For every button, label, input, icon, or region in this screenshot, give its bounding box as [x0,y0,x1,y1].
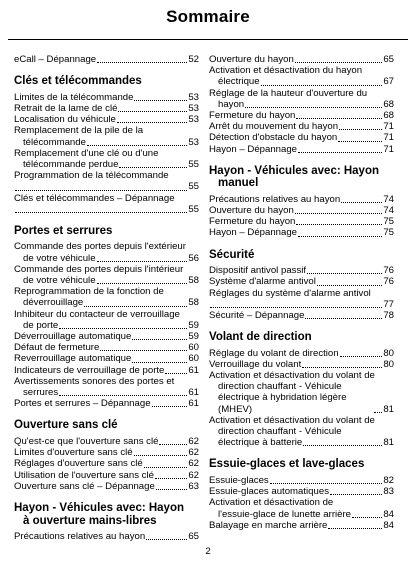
toc-entry-title: Avertissements sonores des portes et [14,375,175,387]
toc-entry-row [209,475,394,486]
toc-entry-title: Retrait de la lame de clé [14,102,118,114]
toc-page-number: 60 [188,353,199,365]
dot-leader [339,129,382,130]
toc-entry-title: Limites de la télécommande [14,91,134,103]
toc-entry-title: Clés et télécommandes – Dépannage [14,192,175,204]
dot-leader [295,213,383,214]
dot-leader [132,339,187,340]
dot-leader [87,145,187,146]
toc-entry-row [209,227,394,238]
toc-entry-title: Réglage du volant de direction [209,347,339,359]
toc-entry-row [14,531,199,542]
toc-entry[interactable] [209,132,394,143]
toc-entry-title-cont: de votre véhicule [23,252,96,264]
toc-page-number: 59 [188,331,199,343]
section-heading [209,458,394,471]
toc-entry-title: Indicateurs de verrouillage de porte [14,364,165,376]
toc-left-column [14,54,199,542]
dot-leader [295,62,383,63]
toc-entry-row [209,110,394,121]
toc-entry-row [209,205,394,216]
toc-entry[interactable] [14,92,199,103]
dot-leader [59,395,187,396]
toc-entry[interactable] [14,531,199,542]
toc-entry-row [209,121,394,132]
toc-page-number: 63 [188,480,199,492]
toc-entry-title: Fermeture du hayon [209,216,296,228]
toc-entry[interactable] [209,121,394,132]
toc-entry-title: Essuie-glaces [209,474,269,486]
toc-page-number: 62 [188,469,199,481]
toc-entry-row [209,520,394,531]
toc-page-number: 78 [383,309,394,321]
toc-entry-title: Activation et désactivation du volant de [209,414,375,426]
toc-page-number: 71 [383,121,394,133]
toc-entry-title-cont: direction chauffant - Véhicule [218,426,342,438]
dot-leader [338,141,382,142]
toc-entry-title: Précautions relatives au hayon [209,193,341,205]
toc-page-number: 59 [188,319,199,331]
dot-leader [159,444,187,445]
toc-page-number: 75 [383,227,394,239]
toc-page-number: 76 [383,276,394,288]
toc-entry[interactable] [14,458,199,469]
toc-entry[interactable] [209,415,394,449]
toc-entry[interactable] [209,520,394,531]
toc-entry-title: Activation et désactivation du volant de [209,370,375,382]
toc-page-number: 61 [188,398,199,410]
dot-leader [15,212,187,213]
dot-leader [317,285,382,286]
dot-leader [374,412,382,413]
toc-page-number: 68 [383,98,394,110]
toc-page-number: 81 [383,437,394,449]
toc-entry-row [14,447,199,458]
dot-leader [132,362,187,363]
toc-entry-title: Programmation de la télécommande [14,170,169,182]
toc-page-number: 75 [383,216,394,228]
toc-entry[interactable] [14,331,199,342]
toc-page-number: 80 [383,347,394,359]
toc-entry-title: Inhibiteur du contacteur de verrouillage [14,308,180,320]
toc-entry[interactable] [209,370,394,415]
section-heading-text: Hayon - Véhicules avec: Hayon [209,164,380,177]
dot-leader [352,517,382,518]
toc-entry-row [14,470,199,481]
toc-entry[interactable] [14,54,199,65]
toc-entry-title: Limites d'ouverture sans clé [14,447,133,459]
toc-entry-title-cont: l'essuie-glace de lunette arrière [218,508,352,520]
toc-entry[interactable] [209,205,394,216]
toc-entry[interactable] [209,88,394,110]
dot-leader [118,111,187,112]
dot-leader [270,483,383,484]
section-heading [209,331,394,344]
toc-entry[interactable] [14,365,199,376]
toc-entry-row [14,365,199,376]
toc-entry[interactable] [209,227,394,238]
toc-entry-title: Reverrouillage automatique [14,353,132,365]
toc-entry[interactable] [209,348,394,359]
toc-entry-row [14,275,199,286]
toc-page-number: 61 [188,364,199,376]
dot-leader [261,85,383,86]
toc-page-number: 55 [188,181,199,193]
toc-entry-title-cont: électrique [218,76,260,88]
toc-page-number: 60 [188,342,199,354]
toc-page-number: 74 [383,193,394,205]
toc-page-number: 58 [188,275,199,287]
toc-entry-row [14,342,199,353]
section-heading-text: Essuie-glaces et lave-glaces [209,458,365,471]
dot-leader [165,373,187,374]
toc-entry-row [14,253,199,264]
section-heading-text: Sécurité [209,248,255,261]
toc-page-number: 53 [188,102,199,114]
dot-leader [340,356,383,357]
toc-entry-row [14,204,199,215]
dot-leader [97,283,188,284]
toc-entry-title: Réglage de la hauteur d'ouverture du [209,87,368,99]
page-number: 2 [205,546,211,557]
toc-page-number: 84 [383,508,394,520]
toc-right-column [209,54,394,531]
toc-entry-title: Ouverture du hayon [209,205,294,217]
toc-entry-title: Qu'est-ce que l'ouverture sans clé [14,435,159,447]
dot-leader [146,539,187,540]
dot-leader [245,107,382,108]
toc-entry-row [209,486,394,497]
toc-entry[interactable] [14,103,199,114]
dot-leader [307,273,382,274]
toc-entry-title: Déverrouillage automatique [14,331,132,343]
toc-page-number: 55 [188,158,199,170]
toc-entry[interactable] [209,65,394,87]
section-heading [14,419,199,432]
toc-page-number: 76 [383,265,394,277]
toc-entry-row [209,437,394,448]
dot-leader [97,62,187,63]
toc-entry-row [209,216,394,227]
toc-entry-title-cont: hayon [218,98,245,110]
dot-leader [296,224,382,225]
toc-entry-row [209,132,394,143]
toc-entry[interactable] [209,288,394,310]
dot-leader [100,350,187,351]
toc-entry-title: Commande des portes depuis l'extérieur [14,241,186,253]
toc-entry[interactable] [14,125,199,147]
toc-entry-row [14,159,199,170]
section-heading [209,249,394,262]
dot-leader [117,122,187,123]
toc-entry[interactable] [14,193,199,215]
section-heading [209,165,394,190]
toc-entry[interactable] [209,359,394,370]
toc-entry-row [14,114,199,125]
toc-page-number: 65 [383,54,394,65]
toc-entry-title: Localisation du véhicule [14,114,116,126]
toc-entry-title: Essuie-glaces automatiques [209,486,329,498]
toc-entry-title: Remplacement d'une clé ou d'une [14,147,159,159]
toc-entry-row [209,265,394,276]
dot-leader [298,152,382,153]
toc-page-number: 65 [188,531,199,542]
toc-page-number: 77 [383,298,394,310]
toc-page-number: 82 [383,474,394,486]
dot-leader [302,367,382,368]
toc-entry[interactable] [209,310,394,321]
toc-entry[interactable] [14,447,199,458]
toc-entry-row [14,92,199,103]
toc-entry[interactable] [209,194,394,205]
toc-page-number: 84 [383,519,394,531]
dot-leader [156,489,188,490]
dot-leader [119,167,187,168]
toc-entry-row [14,458,199,469]
toc-page-number: 67 [383,76,394,88]
toc-entry-row [209,76,394,87]
toc-entry[interactable] [14,342,199,353]
toc-page-number: 71 [383,143,394,155]
toc-entry[interactable] [14,148,199,170]
toc-entry-row [209,144,394,155]
toc-entry[interactable] [14,286,199,308]
dot-leader [330,494,382,495]
toc-entry[interactable] [209,144,394,155]
toc-entry[interactable] [209,497,394,519]
toc-entry-row [14,181,199,192]
toc-entry-row [14,398,199,409]
dot-leader [210,307,382,308]
toc-entry-title-cont: de porte [23,319,59,331]
toc-entry-row [209,392,394,414]
section-heading [14,225,199,238]
toc-entry[interactable] [14,481,199,492]
toc-entry-row [209,54,394,65]
toc-entry-title: Ouverture sans clé – Dépannage [14,480,155,492]
section-heading-text: Portes et serrures [14,224,113,237]
toc-entry-row [14,436,199,447]
toc-entry[interactable] [14,241,199,263]
toc-entry-title: Reprogrammation de la fonction de [14,286,164,298]
dot-leader [59,328,187,329]
toc-entry-title: Ouverture du hayon [209,54,294,65]
section-heading-text-cont: manuel [218,177,259,190]
toc-entry-title: Fermeture du hayon [209,110,296,122]
toc-entry-title-cont: serrures [23,387,59,399]
toc-page-number: 81 [383,403,394,415]
toc-entry[interactable] [209,54,394,65]
toc-entry-title: Précautions relatives au hayon [14,531,146,542]
toc-entry[interactable] [209,216,394,227]
toc-entry-row [14,54,199,65]
toc-entry-title: Réglages d'ouverture sans clé [14,458,143,470]
toc-entry-row [14,353,199,364]
toc-page-number: 53 [188,91,199,103]
toc-entry[interactable] [209,486,394,497]
toc-page-number: 80 [383,358,394,370]
toc-entry-title: Système d'alarme antivol [209,276,316,288]
section-heading-text-cont: à ouverture mains-libres [23,514,157,527]
toc-page-number: 71 [383,132,394,144]
toc-page-number: 74 [383,205,394,217]
toc-page-number: 61 [188,387,199,399]
toc-entry-title: Hayon – Dépannage [209,143,298,155]
toc-page-number: 53 [188,136,199,148]
toc-entry-title: Balayage en marche arrière [209,519,328,531]
dot-leader [134,455,188,456]
page-title: Sommaire [166,7,250,26]
toc-page-number: 53 [188,114,199,126]
toc-entry[interactable] [209,475,394,486]
section-heading-text: Clés et télécommandes [14,75,142,88]
toc-entry[interactable] [14,264,199,286]
toc-page-number: 68 [383,110,394,122]
toc-entry-title: Remplacement de la pile de la [14,125,144,137]
toc-entry[interactable] [14,309,199,331]
toc-entry-title-cont: télécommande [23,136,86,148]
toc-entry-title: Détection d'obstacle du hayon [209,132,338,144]
toc-entry[interactable] [14,436,199,447]
section-heading [14,75,199,88]
toc-entry-title: Réglages du système d'alarme antivol [209,287,371,299]
dot-leader [15,190,187,191]
toc-entry-title: Verrouillage du volant [209,358,302,370]
toc-entry-title: Utilisation de l'ouverture sans clé [14,469,154,481]
toc-entry-row [14,331,199,342]
toc-entry-title: Portes et serrures – Dépannage [14,398,151,410]
toc-entry-row [209,299,394,310]
section-heading-text: Hayon - Véhicules avec: Hayon [14,502,185,514]
dot-leader [155,478,187,479]
toc-entry-row [209,310,394,321]
toc-page-number: 52 [188,54,199,65]
toc-page-number: 62 [188,447,199,459]
dot-leader [298,236,382,237]
toc-entry-title: Arrêt du mouvement du hayon [209,121,339,133]
toc-entry-row [14,297,199,308]
toc-page-number: 56 [188,252,199,264]
toc-entry-title-cont: de votre véhicule [23,275,96,287]
toc-entry-title-cont: électrique à batterie [218,437,303,449]
title-divider [8,39,408,40]
section-heading [14,502,199,527]
toc-entry-row [209,348,394,359]
toc-entry[interactable] [209,276,394,287]
dot-leader [328,528,382,529]
toc-page-number: 55 [188,203,199,215]
toc-entry-title: Hayon – Dépannage [209,227,298,239]
toc-entry-title: Sécurité – Dépannage [209,309,305,321]
toc-entry-row [209,276,394,287]
toc-entry-title: Commande des portes depuis l'intérieur [14,263,184,275]
toc-entry-row [209,359,394,370]
toc-entry[interactable] [14,376,199,398]
toc-entry-row [14,387,199,398]
toc-entry[interactable] [14,353,199,364]
toc-entry[interactable] [14,470,199,481]
toc-entry-title: Dispositif antivol passif [209,265,307,277]
toc-entry-title-cont: déverrouillage [23,297,84,309]
toc-entry-title-cont: direction chauffant - Véhicule [218,381,342,393]
dot-leader [303,445,382,446]
toc-entry[interactable] [14,170,199,192]
toc-page-number: 83 [383,486,394,498]
toc-entry-title: eCall – Dépannage [14,54,97,65]
dot-leader [305,318,382,319]
toc-entry-row [14,481,199,492]
toc-page-number: 62 [188,435,199,447]
toc-entry[interactable] [209,110,394,121]
dot-leader [97,261,188,262]
toc-entry[interactable] [14,398,199,409]
toc-entry-row [209,509,394,520]
toc-entry-row [14,103,199,114]
dot-leader [296,118,382,119]
toc-page-number: 58 [188,297,199,309]
toc-entry-row [14,320,199,331]
toc-entry-row [209,194,394,205]
dot-leader [84,306,187,307]
toc-page-number: 62 [188,458,199,470]
toc-entry[interactable] [14,114,199,125]
dot-leader [152,406,188,407]
toc-entry[interactable] [209,265,394,276]
toc-entry-title: Activation et désactivation de [209,497,334,509]
toc-entry-title: Activation et désactivation du hayon [209,65,363,77]
toc-entry-title-cont: électrique à hybridation légère (MHEV) [218,392,350,415]
dot-leader [134,100,187,101]
toc-entry-title: Défaut de fermeture [14,342,100,354]
toc-entry-row [209,99,394,110]
toc-entry-row [14,137,199,148]
dot-leader [341,202,382,203]
section-heading-text: Volant de direction [209,331,312,344]
dot-leader [144,467,188,468]
section-heading-text: Ouverture sans clé [14,419,118,432]
toc-entry-title-cont: télécommande perdue [23,158,119,170]
